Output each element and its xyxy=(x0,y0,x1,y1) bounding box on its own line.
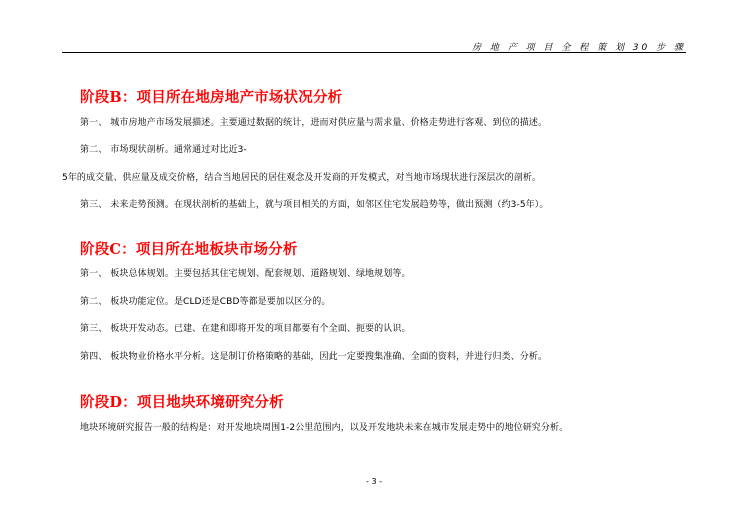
paragraph-b-1: 第一、 城市房地产市场发展描述。主要通过数据的统计，进而对供应量与需求量、价格走势进行客观、到位的描述。 xyxy=(80,118,548,128)
paragraph-c-1: 第一、 板块总体规划。主要包括其住宅规划、配套规划、道路规划、绿地规划等。 xyxy=(80,269,411,279)
header-rule xyxy=(62,52,686,53)
section-title-d: 阶段D：项目地块环境研究分析 xyxy=(80,394,284,411)
paragraph-c-4: 第四、 板块物业价格水平分析。这是制订价格策略的基础，因此一定要搜集准确、全面的资料，并进行归类、分析。 xyxy=(80,352,548,362)
paragraph-b-2: 第二、 市场现状剖析。通常通过对比近3- xyxy=(80,145,247,155)
paragraph-c-3: 第三、 板块开发动态。已建、在建和即将开发的项目都要有个全面、扼要的认识。 xyxy=(80,324,411,334)
section-title-b: 阶段B：项目所在地房地产市场状况分析 xyxy=(80,89,343,106)
paragraph-b-2-cont: 5年的成交量、供应量及成交价格，结合当地居民的居住观念及开发商的开发模式，对当地市场现状进行深层次的剖析。 xyxy=(62,173,542,183)
paragraph-b-3: 第三、 未来走势预测。在现状剖析的基础上，就与项目相关的方面，如邻区住宅发展趋势等，做出预测（约3-5年）。 xyxy=(80,200,549,210)
paragraph-c-2: 第二、 板块功能定位。是CLD还是CBD等都是要加以区分的。 xyxy=(80,297,331,307)
section-title-c: 阶段C：项目所在地板块市场分析 xyxy=(80,241,298,258)
page-number: - 3 - xyxy=(366,477,382,486)
running-header: 房 地 产 项 目 全 程 策 划 30 步 骤 xyxy=(472,43,686,53)
paragraph-d-1: 地块环境研究报告一般的结构是：对开发地块周围1-2公里范围内，以及开发地块未来在城市发展走势中的地位研究分析。 xyxy=(80,423,569,433)
